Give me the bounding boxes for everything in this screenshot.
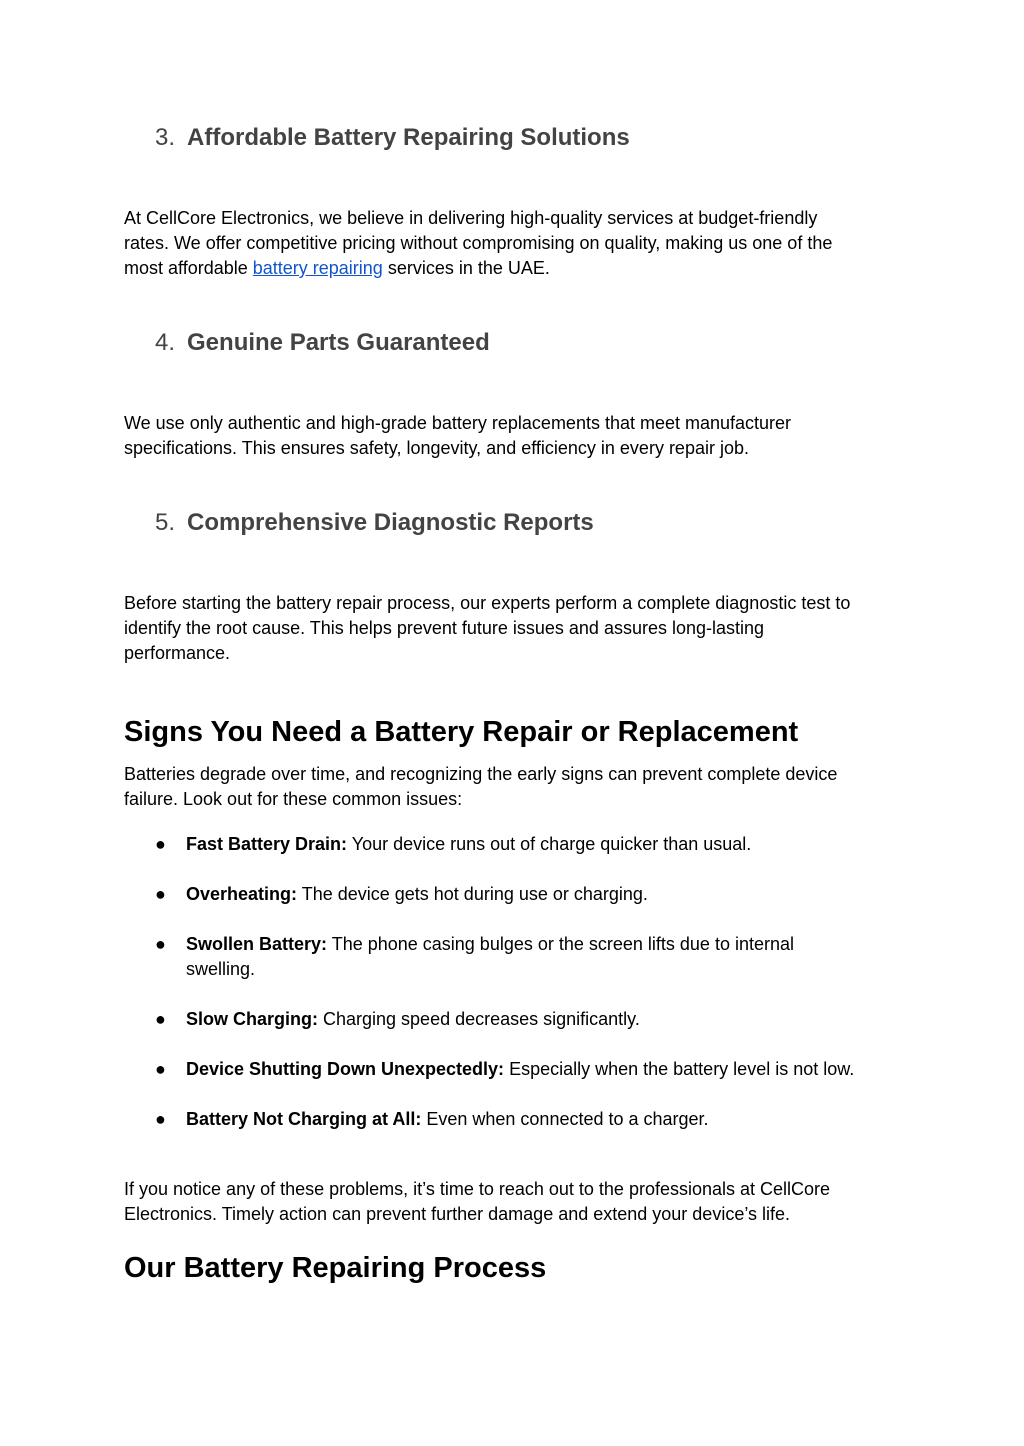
signs-intro <box>124 762 914 812</box>
bullet-icon: ● <box>155 1009 166 1029</box>
section-heading-4 <box>155 329 490 357</box>
section-title: Comprehensive Diagnostic Reports <box>187 509 594 536</box>
section-number: 4. <box>155 329 176 356</box>
paragraph-line: failure. Look out for these common issues: <box>124 789 463 809</box>
list-item-desc: Your device runs out of charge quicker than usual. <box>347 834 752 854</box>
list-item-desc: Charging speed decreases significantly. <box>318 1009 640 1029</box>
paragraph-line: Electronics. Timely action can prevent further damage and extend your device’s life. <box>124 1204 791 1224</box>
section-paragraph-4 <box>124 411 914 461</box>
section-title: Genuine Parts Guaranteed <box>187 329 490 356</box>
list-item-term: Slow Charging: <box>186 1009 318 1029</box>
list-item-term: Overheating: <box>186 884 298 904</box>
section-number: 3. <box>155 124 176 151</box>
list-item-desc: The phone casing bulges or the screen lifts due to internal <box>327 934 794 954</box>
list-item-desc-continued: swelling. <box>186 959 256 979</box>
list-item-term: Battery Not Charging at All: <box>186 1109 422 1129</box>
battery-repairing-link[interactable]: battery repairing <box>252 258 383 278</box>
list-item-term: Device Shutting Down Unexpectedly: <box>186 1059 505 1079</box>
bullet-icon: ● <box>155 1059 166 1079</box>
list-item-term: Swollen Battery: <box>186 934 328 954</box>
list-item-term: Fast Battery Drain: <box>186 834 348 854</box>
list-item-desc: The device gets hot during use or charging. <box>297 884 648 904</box>
bullet-icon: ● <box>155 834 166 854</box>
paragraph-line: performance. <box>124 643 231 663</box>
bullet-icon: ● <box>155 1109 166 1129</box>
paragraph-line: Batteries degrade over time, and recognizing the early signs can prevent complete device <box>124 764 838 784</box>
list-item-desc: Even when connected to a charger. <box>421 1109 709 1129</box>
section-title: Affordable Battery Repairing Solutions <box>187 124 630 151</box>
section-paragraph-5 <box>124 591 914 666</box>
signs-heading: Signs You Need a Battery Repair or Replacement <box>124 716 799 748</box>
bullet-icon: ● <box>155 934 166 954</box>
paragraph-line: At CellCore Electronics, we believe in delivering high-quality services at budget-friendly <box>124 208 818 228</box>
section-paragraph-3 <box>124 206 914 281</box>
signs-closing <box>124 1177 914 1227</box>
section-heading-3 <box>155 124 630 152</box>
paragraph-line: We use only authentic and high-grade battery replacements that meet manufacturer <box>124 413 792 433</box>
process-heading: Our Battery Repairing Process <box>124 1252 547 1284</box>
paragraph-text: services in the UAE. <box>382 258 550 278</box>
bullet-icon: ● <box>155 884 166 904</box>
paragraph-line <box>124 256 914 281</box>
paragraph-line: If you notice any of these problems, it’s time to reach out to the professionals at CellCore <box>124 1179 831 1199</box>
paragraph-line: rates. We offer competitive pricing without compromising on quality, making us one of the <box>124 233 833 253</box>
paragraph-line: identify the root cause. This helps prevent future issues and assures long-lasting <box>124 618 765 638</box>
paragraph-line: Before starting the battery repair process, our experts perform a complete diagnostic test to <box>124 593 851 613</box>
paragraph-line: specifications. This ensures safety, longevity, and efficiency in every repair job. <box>124 438 749 458</box>
section-number: 5. <box>155 509 176 536</box>
list-item-desc: Especially when the battery level is not low. <box>504 1059 855 1079</box>
section-heading-5 <box>155 509 594 537</box>
paragraph-text: most affordable <box>124 258 253 278</box>
